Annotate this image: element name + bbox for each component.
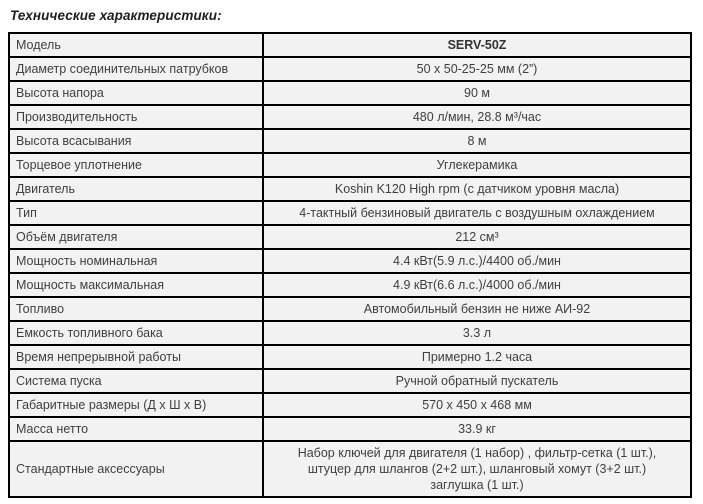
- table-row: [9, 273, 691, 297]
- spec-value: 480 л/мин, 28.8 м³/час: [263, 105, 691, 129]
- spec-value: Koshin K120 High rpm (с датчиком уровня масла): [263, 177, 691, 201]
- spec-table: [8, 32, 692, 498]
- spec-value: 50 x 50-25-25 мм (2”): [263, 57, 691, 81]
- spec-label: Емкость топливного бака: [9, 321, 263, 345]
- spec-table-body: [9, 33, 691, 497]
- spec-label: Торцевое уплотнение: [9, 153, 263, 177]
- spec-label: Двигатель: [9, 177, 263, 201]
- table-row: [9, 105, 691, 129]
- table-row: [9, 417, 691, 441]
- spec-value: 8 м: [263, 129, 691, 153]
- spec-label: Диаметр соединительных патрубков: [9, 57, 263, 81]
- page-title: Технические характеристики:: [10, 8, 222, 23]
- table-row: [9, 369, 691, 393]
- spec-label: Модель: [9, 33, 263, 57]
- spec-value: Углекерамика: [263, 153, 691, 177]
- spec-label: Производительность: [9, 105, 263, 129]
- table-row: [9, 81, 691, 105]
- spec-label: Мощность номинальная: [9, 249, 263, 273]
- spec-label: Время непрерывной работы: [9, 345, 263, 369]
- table-row: [9, 441, 691, 497]
- table-row: [9, 249, 691, 273]
- spec-value: SERV-50Z: [263, 33, 691, 57]
- spec-label: Объём двигателя: [9, 225, 263, 249]
- spec-value: Набор ключей для двигателя (1 набор) , фильтр-сетка (1 шт.), штуцер для шлангов (2+2 шт.), шланговый хомут (3+2 шт.) заглушка (1 шт.): [263, 441, 691, 497]
- spec-value: 570 х 450 х 468 мм: [263, 393, 691, 417]
- table-row: [9, 177, 691, 201]
- spec-label: Высота всасывания: [9, 129, 263, 153]
- table-row: [9, 321, 691, 345]
- spec-value: Примерно 1.2 часа: [263, 345, 691, 369]
- spec-label: Стандартные аксессуары: [9, 441, 263, 497]
- table-row: [9, 57, 691, 81]
- table-row: [9, 225, 691, 249]
- spec-label: Габаритные размеры (Д х Ш х В): [9, 393, 263, 417]
- spec-value: 90 м: [263, 81, 691, 105]
- spec-value: 4.9 кВт(6.6 л.с.)/4000 об./мин: [263, 273, 691, 297]
- spec-value: 3.3 л: [263, 321, 691, 345]
- table-row: [9, 393, 691, 417]
- spec-value: Ручной обратный пускатель: [263, 369, 691, 393]
- spec-label: Топливо: [9, 297, 263, 321]
- spec-value: 4-тактный бензиновый двигатель с воздушным охлаждением: [263, 201, 691, 225]
- spec-value: 33.9 кг: [263, 417, 691, 441]
- table-row: [9, 201, 691, 225]
- table-row: [9, 297, 691, 321]
- spec-label: Масса нетто: [9, 417, 263, 441]
- spec-label: Система пуска: [9, 369, 263, 393]
- table-row: [9, 345, 691, 369]
- spec-value: Автомобильный бензин не ниже АИ-92: [263, 297, 691, 321]
- spec-label: Мощность максимальная: [9, 273, 263, 297]
- spec-value: 4.4 кВт(5.9 л.с.)/4400 об./мин: [263, 249, 691, 273]
- table-row: [9, 129, 691, 153]
- spec-label: Тип: [9, 201, 263, 225]
- spec-label: Высота напора: [9, 81, 263, 105]
- table-row: [9, 33, 691, 57]
- table-row: [9, 153, 691, 177]
- spec-value: 212 см³: [263, 225, 691, 249]
